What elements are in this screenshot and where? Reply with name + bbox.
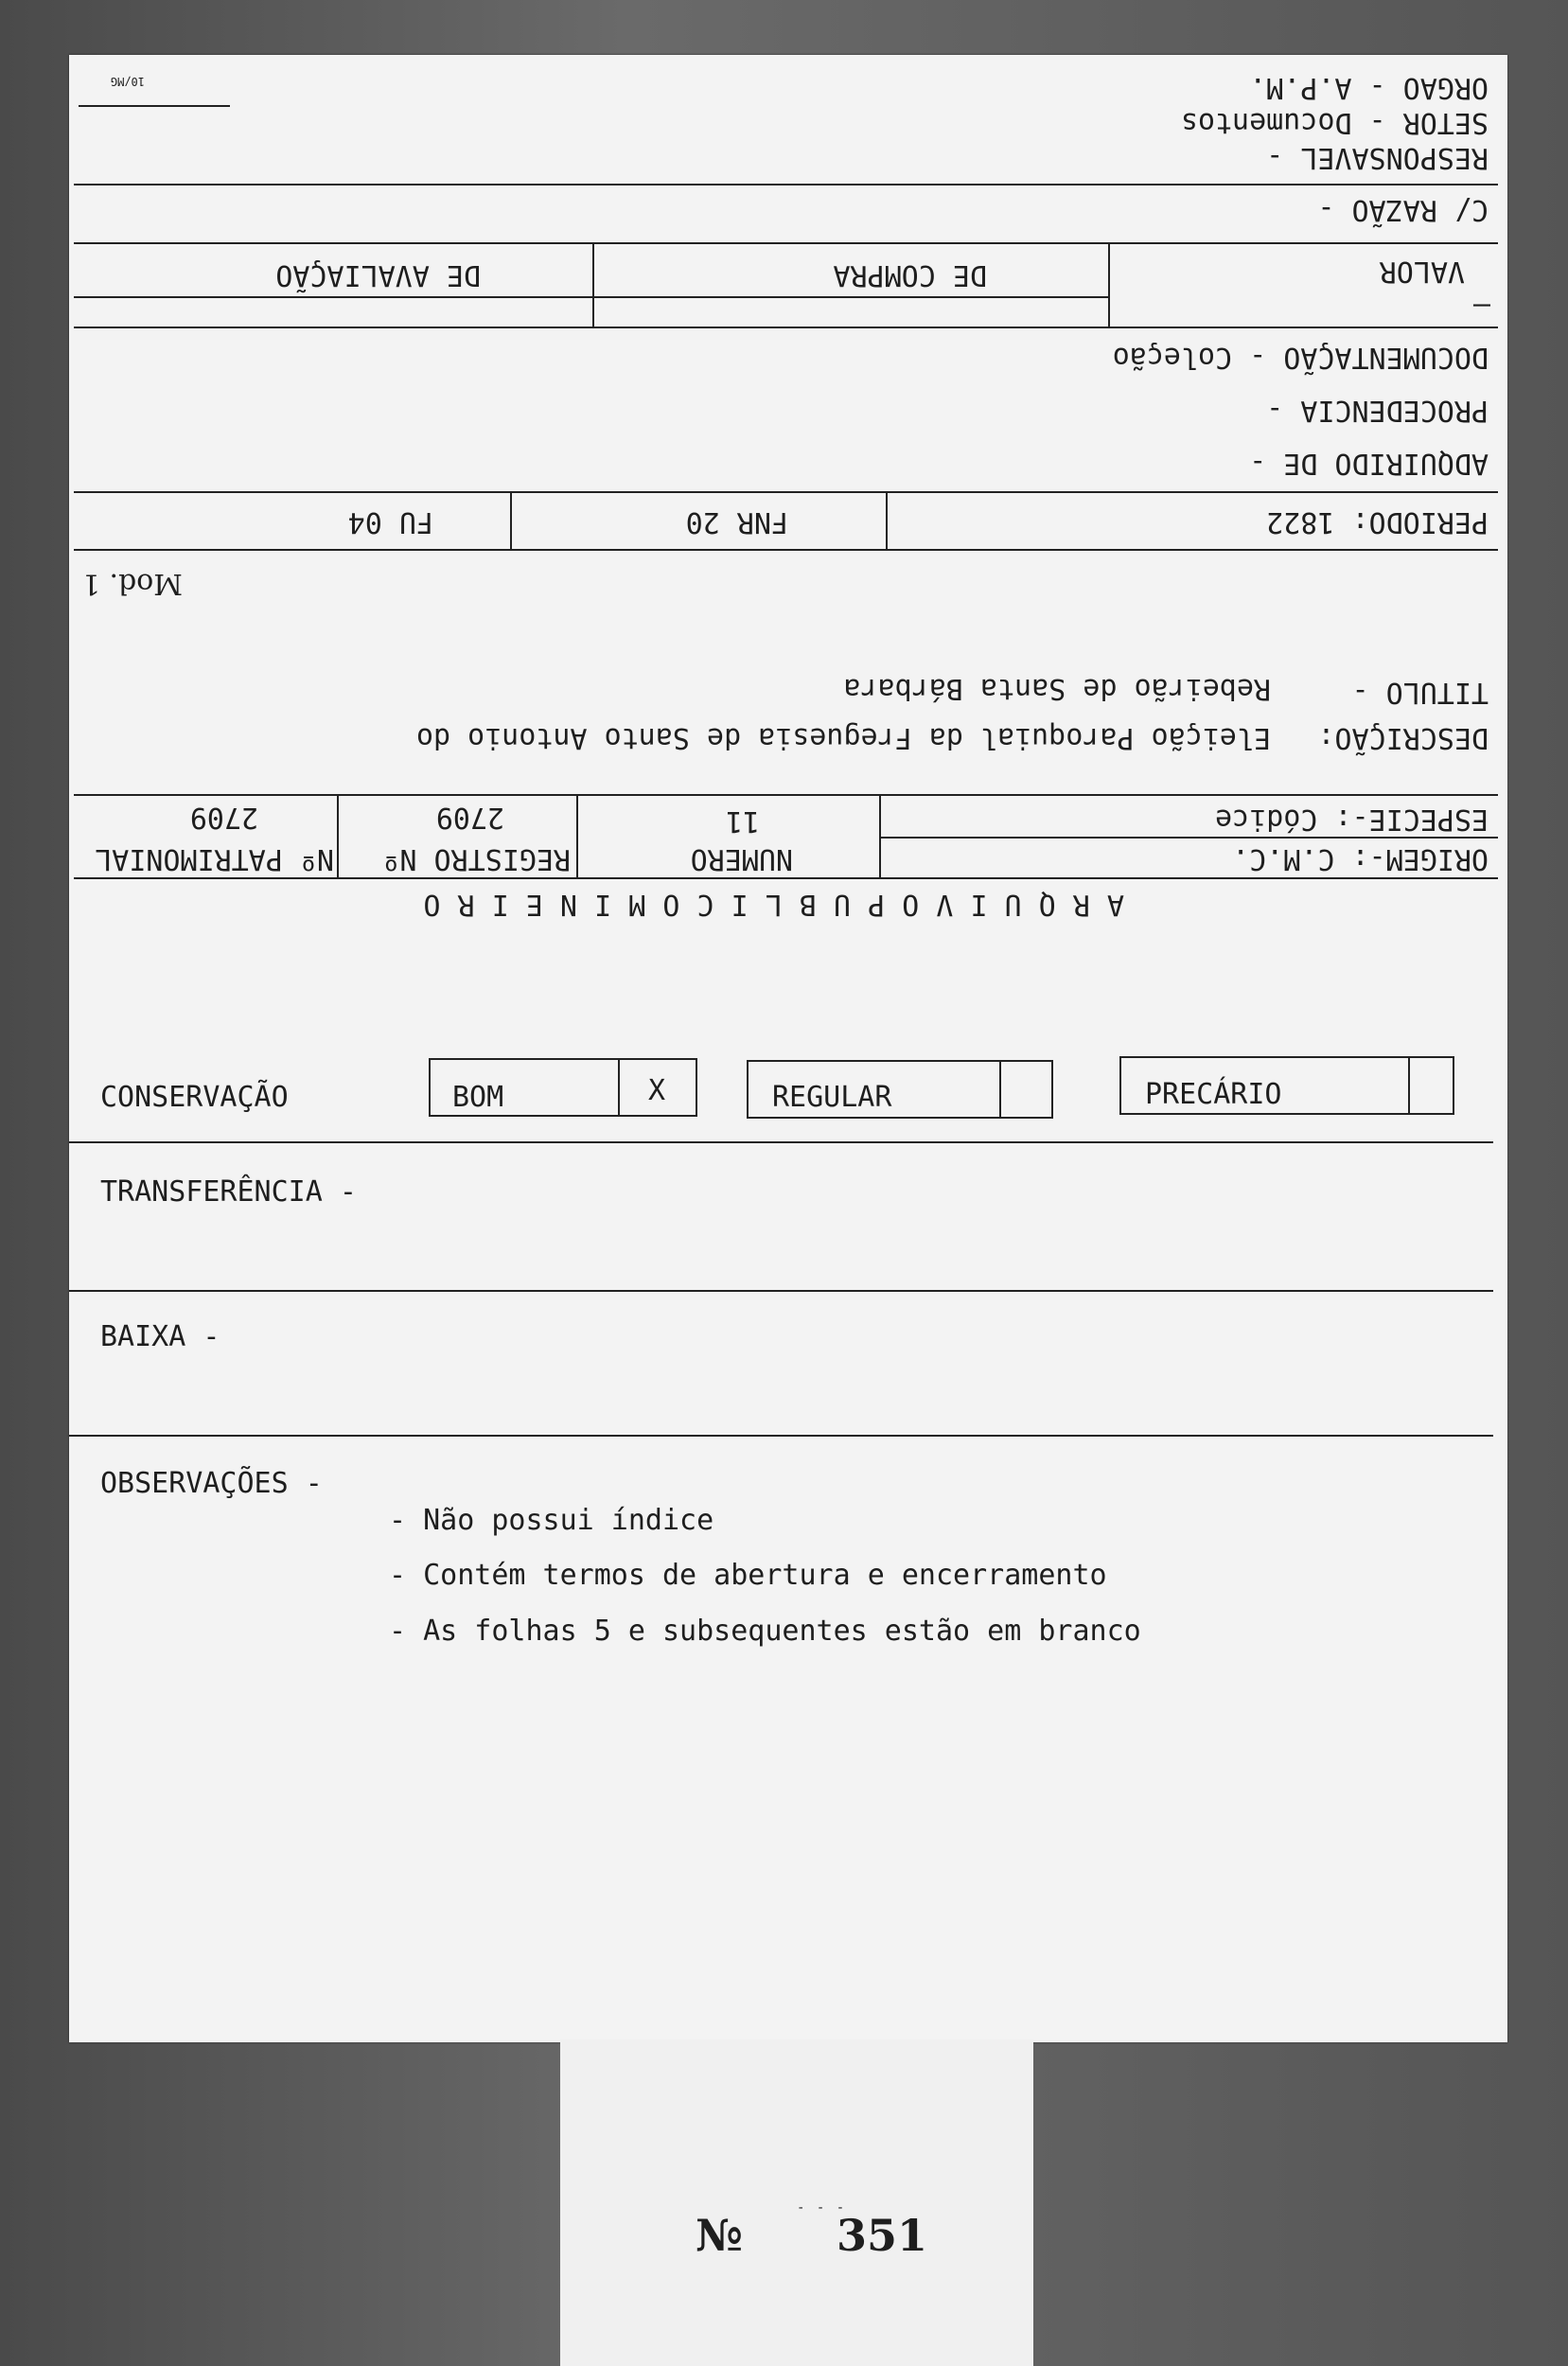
bom-box-divider xyxy=(618,1060,620,1115)
id-table-top xyxy=(74,794,1498,796)
catalog-card xyxy=(69,55,1507,2042)
titulo-label: TITULO - xyxy=(1351,676,1489,709)
razao-label: C/ RAZÃO - xyxy=(1317,193,1489,226)
card-number: 351 xyxy=(837,2210,928,2261)
adquirido-label: ADQUIRIDO DE - xyxy=(1249,447,1489,480)
id-table-inner xyxy=(881,837,1498,839)
transferencia-rule xyxy=(69,1290,1493,1292)
precario-box-divider xyxy=(1408,1058,1410,1113)
fnr-label: FNR 20 xyxy=(685,505,788,539)
valor-label: VALOR xyxy=(1379,255,1465,288)
form-code-rule xyxy=(79,105,230,107)
bom-checkbox[interactable]: X xyxy=(648,1074,666,1107)
descricao-label: DESCRIÇÃO: xyxy=(1317,721,1489,754)
observacao-item-3: - As folhas 5 e subsequentes estão em branco xyxy=(389,1615,1141,1648)
mod-label: Mod. 1 xyxy=(81,567,183,600)
de-compra-label: DE COMPRA xyxy=(833,258,987,291)
fu-label: FU 04 xyxy=(347,505,433,539)
valor-table-bottom xyxy=(74,327,1498,328)
descricao-text-line2: Rebeirão de Santa Bárbara xyxy=(843,672,1271,705)
observacoes-label: OBSERVAÇÕES - xyxy=(100,1467,323,1500)
periodo-divider-1 xyxy=(886,492,888,551)
valor-divider-1 xyxy=(1108,243,1110,328)
conservacao-label: CONSERVAÇÃO xyxy=(100,1081,289,1114)
regular-label: REGULAR xyxy=(772,1081,892,1114)
observacao-item-1: - Não possui índice xyxy=(389,1504,714,1537)
conservacao-rule xyxy=(69,1141,1493,1143)
orgao-label: ORGAO - A.P.M. xyxy=(1249,71,1489,104)
numero-label: NUMERO xyxy=(690,842,793,875)
valor-inner-rule xyxy=(74,296,1110,298)
razao-rule xyxy=(74,184,1498,185)
bom-label: BOM xyxy=(452,1081,504,1114)
responsavel-label: RESPONSAVEL - xyxy=(1266,141,1489,174)
registro-label: REGISTRO Nº xyxy=(382,842,571,875)
baixa-rule xyxy=(69,1435,1493,1437)
documentacao-label: DOCUMENTAÇÃO - Coleção xyxy=(1112,341,1489,374)
arquivo-publico-mineiro: A R Q U I V O P U B L I C O M I N E I R O xyxy=(423,888,1124,921)
baixa-label: BAIXA - xyxy=(100,1320,220,1353)
regular-box-divider xyxy=(999,1062,1001,1117)
periodo-divider-2 xyxy=(510,492,512,551)
id-table-bottom xyxy=(74,877,1498,879)
valor-dash: — xyxy=(1472,290,1490,323)
origem-label: ORIGEM-: C.M.C. xyxy=(1232,842,1489,875)
valor-divider-2 xyxy=(592,243,594,328)
precario-label: PRECÁRIO xyxy=(1145,1078,1282,1111)
registro-value: 2709 xyxy=(435,801,504,834)
descricao-text-line1: Eleição Paroquial da Freguesia de Santo Antonio do xyxy=(415,721,1271,754)
number-prefix: - - - xyxy=(797,2200,847,2216)
periodo-label: PERIODO: 1822 xyxy=(1266,505,1489,539)
id-divider-1 xyxy=(879,795,881,879)
periodo-top xyxy=(74,491,1498,493)
id-divider-3 xyxy=(337,795,339,879)
observacao-item-2: - Contém termos de abertura e encerramento xyxy=(389,1559,1107,1592)
setor-label: SETOR - Documentos xyxy=(1180,106,1489,139)
procedencia-label: PROCEDENCIA - xyxy=(1266,394,1489,427)
number-sign: № xyxy=(696,2210,743,2261)
card-tab xyxy=(560,2039,1033,2366)
periodo-bottom xyxy=(74,549,1498,551)
patrimonial-label: Nº PATRIMONIAL xyxy=(95,842,334,875)
numero-value: 11 xyxy=(725,804,760,838)
valor-table-top xyxy=(74,242,1498,244)
form-code: 10/MG xyxy=(110,75,145,88)
upside-down-section xyxy=(69,55,1507,1001)
transferencia-label: TRANSFERÊNCIA - xyxy=(100,1175,357,1209)
id-divider-2 xyxy=(576,795,578,879)
especie-label: ESPECIE-: Códice xyxy=(1215,803,1489,836)
patrimonial-value: 2709 xyxy=(189,801,258,834)
de-avaliacao-label: DE AVALIAÇÃO xyxy=(275,258,481,291)
